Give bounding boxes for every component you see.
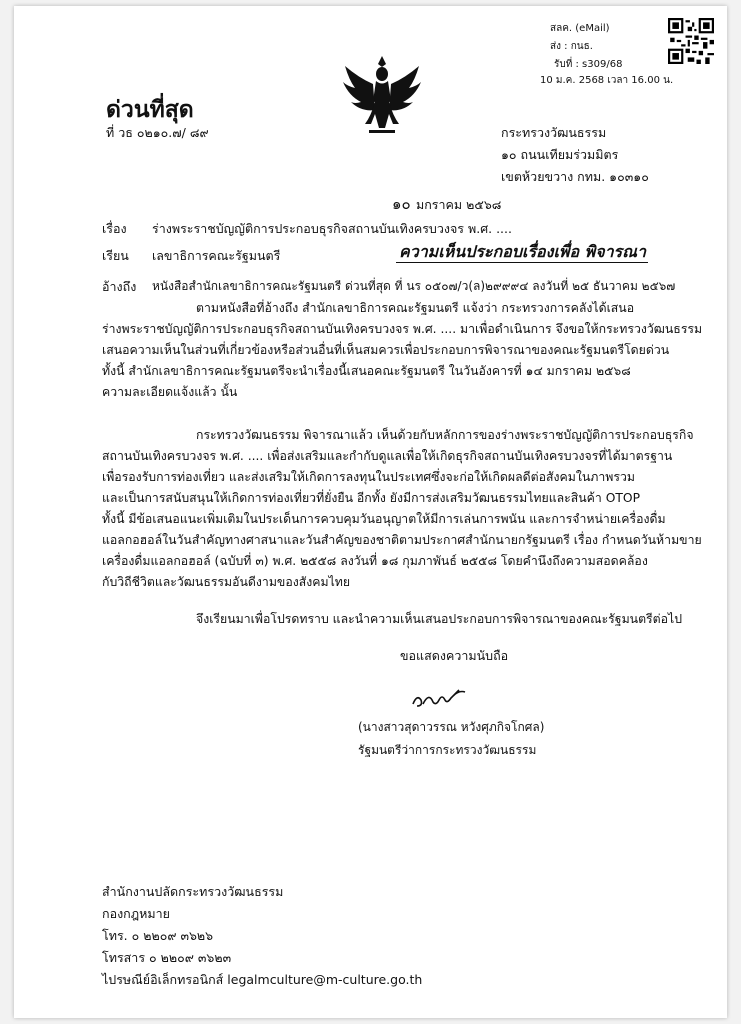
paragraph-2-line: สถานบันเทิงครบวงจร พ.ศ. .... เพื่อส่งเสริมและกำกับดูแลเพื่อให้เกิดธุรกิจสถานบันเทิงครบวงจรที่ได้มาตรฐาน (102, 449, 673, 463)
paragraph-2-line: เครื่องดื่มแอลกอฮอล์ (ฉบับที่ ๓) พ.ศ. ๒๕๕๘ ลงวันที่ ๑๘ กุมภาพันธ์ ๒๕๕๘ โดยคำนึงถึงความสอดคล้อง (102, 554, 648, 568)
qr-code (668, 18, 714, 64)
paragraph-2-line: กระทรวงวัฒนธรรม พิจารณาแล้ว เห็นด้วยกับหลักการของร่างพระราชบัญญัติการประกอบธุรกิจ (196, 428, 694, 442)
stamp-received-at: 10 ม.ค. 2568 เวลา 16.00 น. (540, 75, 674, 86)
paragraph-2 (102, 425, 702, 593)
footer-fax: โทรสาร ๐ ๒๒๐๙ ๓๖๒๓ (102, 950, 232, 965)
paragraph-1-line: ทั้งนี้ สำนักเลขาธิการคณะรัฐมนตรีจะนำเรื่องนี้เสนอคณะรัฐมนตรี ในวันอังคารที่ ๑๔ มกราคม ๒๕๖๘ (102, 364, 631, 378)
date-month-year: มกราคม ๒๕๖๘ (416, 197, 502, 212)
handwritten-remark: ความเห็นประกอบเรื่องเพื่อ พิจารณา (399, 242, 646, 261)
footer-division: กองกฎหมาย (102, 906, 170, 921)
footer-email: ไปรษณีย์อิเล็กทรอนิกส์ legalmculture@m-culture.go.th (102, 972, 423, 987)
signature-mark (409, 686, 471, 712)
reference-number: ที่ วธ ๐๒๑๐.๗/ ๘๙ (106, 125, 209, 140)
urgency-label: ด่วนที่สุด (106, 96, 194, 123)
paragraph-2-line: แอลกอฮอล์ในวันสำคัญทางศาสนาและวันสำคัญของชาติตามประกาศสำนักนายกรัฐมนตรี เรื่อง กำหนดวันห้ามขาย (102, 533, 702, 547)
reference-label: อ้างถึง (102, 279, 137, 294)
stamp-received-no: รับที่ : s309/68 (554, 59, 623, 70)
address-line-2: ๑๐ ถนนเทียมร่วมมิตร (501, 147, 619, 162)
paragraph-1-line: ตามหนังสือที่อ้างถึง สำนักเลขาธิการคณะรัฐมนตรี แจ้งว่า กระทรวงการคลังได้เสนอ (196, 301, 635, 315)
paragraph-3: จึงเรียนมาเพื่อโปรดทราบ และนำความเห็นเสนอประกอบการพิจารณาของคณะรัฐมนตรีต่อไป (196, 612, 683, 626)
garuda-emblem-icon (339, 54, 425, 136)
paragraph-1-line: เสนอความเห็นในส่วนที่เกี่ยวข้องหรือส่วนอื่นที่เห็นสมควรเพื่อประกอบการพิจารณาของคณะรัฐมนตรีโดยด่วน (102, 343, 670, 357)
salutation-text: เลขาธิการคณะรัฐมนตรี (152, 248, 281, 263)
subject-label: เรื่อง (102, 221, 127, 236)
closing-text: ขอแสดงความนับถือ (400, 648, 509, 663)
paragraph-1-line: ร่างพระราชบัญญัติการประกอบธุรกิจสถานบันเทิงครบวงจร พ.ศ. .... มาเพื่อดำเนินการ จึงขอให้กระทรวงวัฒนธรรม (102, 322, 703, 336)
paragraph-2-line: กับวิถีชีวิตและวัฒนธรรมอันดีงามของสังคมไทย (102, 575, 351, 589)
stamp-sent-to: ส่ง : กนธ. (550, 41, 593, 52)
reference-text: หนังสือสำนักเลขาธิการคณะรัฐมนตรี ด่วนที่สุด ที่ นร ๐๕๐๗/ว(ล)๒๙๙๙๔ ลงวันที่ ๒๕ ธันวาคม ๒๕๖๗ (152, 279, 676, 293)
paragraph-1 (102, 298, 703, 403)
subject-text: ร่างพระราชบัญญัติการประกอบธุรกิจสถานบันเทิงครบวงจร พ.ศ. .... (152, 221, 512, 236)
footer-telephone: โทร. ๐ ๒๒๐๙ ๓๖๒๖ (102, 928, 214, 943)
paragraph-2-line: ทั้งนี้ มีข้อเสนอแนะเพิ่มเติมในประเด็นการควบคุมวันอนุญาตให้มีการเล่นการพนัน และการจำหน่ายเครื่องดื่ม (102, 512, 666, 526)
signer-name: (นางสาวสุดาวรรณ หวังศุภกิจโกศล) (358, 720, 545, 734)
paragraph-2-line: เพื่อรองรับการท่องเที่ยว และส่งเสริมให้เกิดการลงทุนในประเทศซึ่งจะก่อให้เกิดผลดีต่อสังคมในภาพรวม (102, 470, 635, 484)
date-day: ๑๐ (392, 195, 411, 213)
salutation-label: เรียน (102, 248, 129, 263)
document-page (14, 6, 727, 1018)
paragraph-2-line: และเป็นการสนับสนุนให้เกิดการท่องเที่ยวที่ยั่งยืน อีกทั้ง ยังมีการส่งเสริมวัฒนธรรมไทยและสินค้า OTOP (102, 491, 641, 505)
signer-title: รัฐมนตรีว่าการกระทรวงวัฒนธรรม (358, 743, 537, 757)
paragraph-1-line: ความละเอียดแจ้งแล้ว นั้น (102, 385, 238, 399)
address-line-1: กระทรวงวัฒนธรรม (501, 125, 607, 140)
address-line-3: เขตห้วยขวาง กทม. ๑๐๓๑๐ (501, 169, 649, 184)
remark-underline (396, 262, 648, 263)
stamp-org: สลค. (eMail) (550, 23, 610, 34)
footer-office: สำนักงานปลัดกระทรวงวัฒนธรรม (102, 884, 284, 899)
